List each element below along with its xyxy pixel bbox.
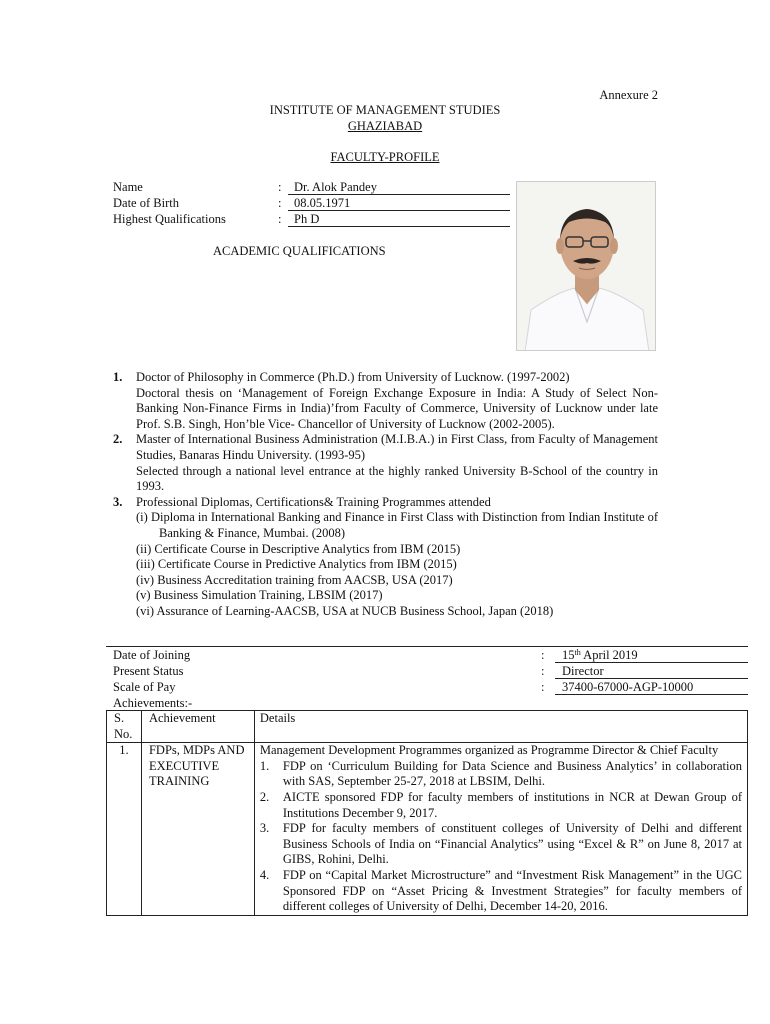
institute-city: GHAZIABAD	[347, 119, 423, 133]
list-item: 3. FDP for faculty members of constituent colleges of University of Delhi and different Business Schools of India on “Financial Analytics” using “Excel & R” on June 8, 2017 at GIBS, Rohini, Delhi.	[259, 821, 742, 867]
present-status-label: Present Status	[113, 664, 184, 678]
institute-name: INSTITUTE OF MANAGEMENT STUDIES	[269, 103, 501, 117]
joining-label: Date of Joining	[113, 648, 191, 662]
section-divider	[106, 646, 748, 647]
scale-of-pay-value: 37400-67000-AGP-10000	[555, 680, 748, 695]
person-portrait-icon	[517, 182, 656, 351]
list-item: 4. FDP on “Capital Market Microstructure” and “Investment Risk Management” in the UGC Sponsored FDP on “Asset Pricing & Investment Strategies” for faculty members of different colleges of University of Delhi, December 14-20, 2016.	[259, 867, 742, 914]
column-header-details: Details	[254, 711, 747, 743]
row-achievement: FDPs, MDPs AND EXECUTIVE TRAINING	[141, 743, 254, 916]
annexure-label: Annexure 2	[599, 88, 658, 102]
name-value: Dr. Alok Pandey	[288, 180, 510, 195]
list-item: 2. AICTE sponsored FDP for faculty members of institutions in NCR at Dewan Group of Institutions December 9, 2017.	[259, 789, 742, 820]
scale-of-pay-label: Scale of Pay	[113, 680, 176, 694]
dob-value: 08.05.1971	[288, 196, 510, 211]
details-intro: Management Development Programmes organized as Programme Director & Chief Faculty	[259, 743, 719, 758]
list-item: 1. FDP on ‘Curriculum Building for Data Science and Business Analytics’ in collaboration with SAS, September 25-27, 2018 at LBSIM, Delhi.	[259, 758, 742, 789]
joining-value: 15th April 2019	[555, 648, 748, 663]
sub-list-item: (iii) Certificate Course in Predictive Analytics from IBM (2015)	[136, 557, 457, 572]
name-label: Name	[113, 180, 143, 194]
table-header-row	[107, 711, 748, 743]
scale-of-pay-row: Scale of Pay : 37400-67000-AGP-10000	[113, 680, 748, 696]
achievements-table	[106, 710, 748, 916]
qualification-label: Highest Qualifications	[113, 212, 226, 226]
row-sno: 1.	[107, 743, 142, 916]
column-header-sno: S. No.	[107, 711, 142, 743]
row-details	[254, 743, 747, 916]
present-status-row: Present Status : Director	[113, 664, 748, 680]
sub-list-item: (i) Diploma in International Banking and Finance in First Class with Distinction from Indian Institute of Banking & Finance, Mumbai. (2008)	[136, 510, 658, 540]
achievements-label: Achievements:-	[113, 696, 193, 710]
form-title: FACULTY-PROFILE	[330, 150, 440, 164]
sub-list-item: (iv) Business Accreditation training from AACSB, USA (2017)	[136, 572, 453, 587]
qualifications-list	[113, 370, 658, 620]
qualification-value: Ph D	[288, 212, 510, 227]
list-item: 1. Doctor of Philosophy in Commerce (Ph.D.) from University of Lucknow. (1997-2002) Doctoral thesis on ‘Management of Foreign Exchange Exposure in India: A Study of Select Non-Banking Non-Finance Firms in India)’from Faculty of Commerce, University of Lucknow under late Prof. S.B. Singh, Hon’ble Vice- Chancellor of University of Lucknow (2002-2005).	[113, 370, 658, 431]
sub-list-item: (v) Business Simulation Training, LBSIM (2017)	[136, 588, 383, 603]
present-status-value: Director	[555, 664, 748, 679]
dob-label: Date of Birth	[113, 196, 179, 210]
joining-row: Date of Joining : 15th April 2019	[113, 648, 748, 664]
table-row	[107, 743, 748, 916]
column-header-achievement: Achievement	[141, 711, 254, 743]
academic-heading: ACADEMIC QUALIFICATIONS	[213, 244, 386, 258]
sub-list-item: (ii) Certificate Course in Descriptive Analytics from IBM (2015)	[136, 541, 461, 556]
sub-list-item: (vi) Assurance of Learning-AACSB, USA at NUCB Business School, Japan (2018)	[136, 603, 554, 618]
list-item: 2. Master of International Business Administration (M.I.B.A.) in First Class, from Faculty of Management Studies, Banaras Hindu University. (1993-95) Selected through a national level entrance at the highly ranked University B-School of the country in 1993.	[113, 432, 658, 494]
profile-photo	[516, 181, 656, 351]
list-item: 3. Professional Diplomas, Certifications& Training Programmes attended (i) Diploma in International Banking and Finance in First Class with Distinction from Indian Institute of Banking & Finance, Mumbai. (2008) (ii) Certificate Course in Descriptive Analytics from IBM (2015) (iii) Certificate Course in Predictive Analytics from IBM (2015) (iv) Business Accreditation training from AACSB, USA (2017) (v) Business Simulation Training, LBSIM (2017) (vi) Assurance of Learning-AACSB, USA at NUCB Business School, Japan (2018)	[113, 494, 658, 618]
